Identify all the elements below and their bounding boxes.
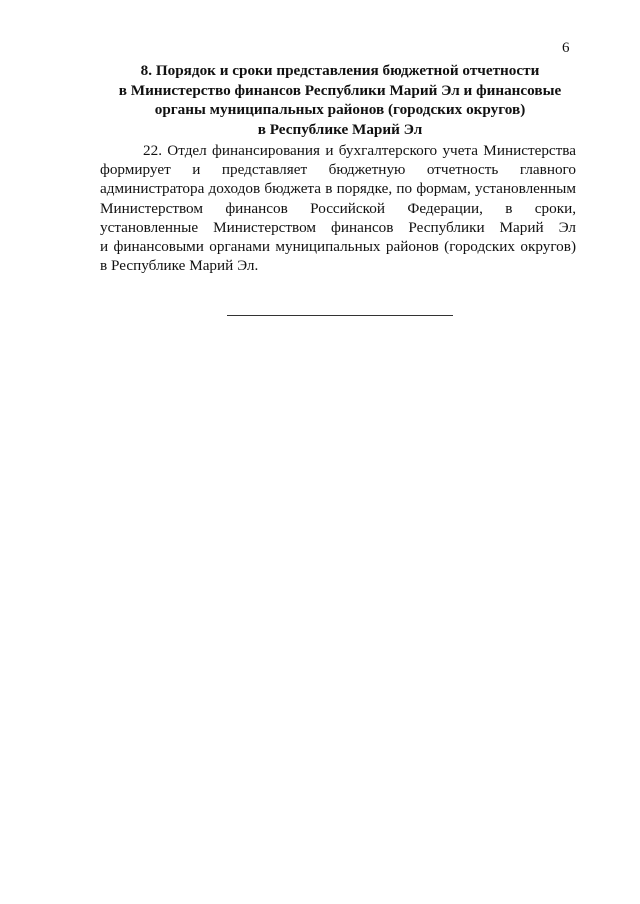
section-heading-line: в Республике Марий Эл [257, 120, 423, 138]
section-heading-line: органы муниципальных районов (городских округов) [154, 101, 526, 119]
paragraph-line: администратора доходов бюджета в порядке, по формам, установленным [100, 180, 576, 198]
paragraph-line: в Республике Марий Эл. [100, 257, 259, 275]
paragraph-line: установленные Министерством финансов Республики Марий Эл [100, 218, 576, 236]
paragraph-line: Министерством финансов Российской Федерации, в сроки, [100, 199, 576, 217]
page-number: 6 [562, 40, 570, 56]
paragraph-line: 22. Отдел финансирования и бухгалтерского учета Министерства [143, 142, 576, 159]
section-heading-line: в Министерство финансов Республики Марий Эл и финансовые [118, 81, 562, 99]
paragraph-line: формирует и представляет бюджетную отчетность главного [100, 161, 576, 179]
paragraph-line: и финансовыми органами муниципальных районов (городских округов) [100, 238, 576, 256]
paragraph-22 [100, 141, 576, 275]
end-of-document-rule [227, 315, 453, 316]
section-heading-line: 8. Порядок и сроки представления бюджетной отчетности [140, 62, 540, 79]
section-heading [96, 61, 584, 139]
